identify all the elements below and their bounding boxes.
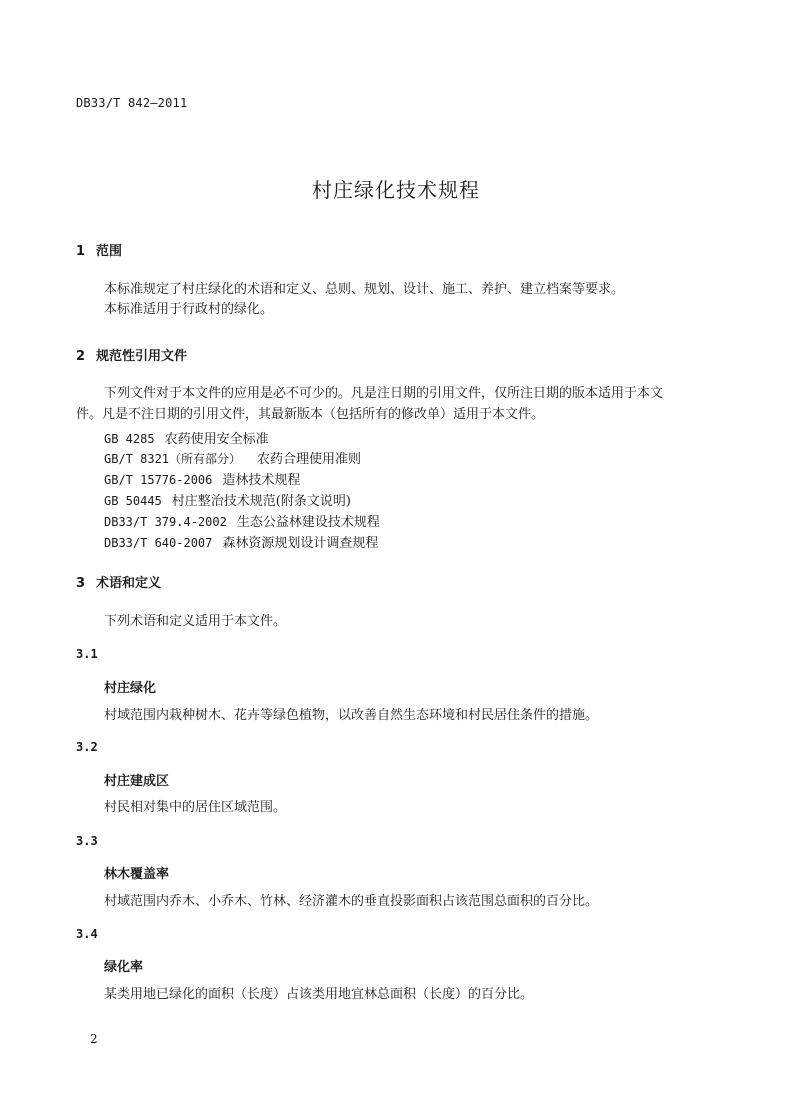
reference-item [104,490,351,509]
subclause-number: 3.1 [76,647,98,661]
reference-code: GB 50445 [104,494,162,508]
reference-title: 造林技术规程 [222,473,301,488]
term-heading: 村庄绿化 [104,681,157,696]
section-3-heading [76,572,161,591]
reference-title: 农药合理使用准则 [257,452,362,467]
term-definition: 某类用地已绿化的面积（长度）占该类用地宜林总面积（长度）的百分比。 [104,987,534,1002]
paragraph: 本标准规定了村庄绿化的术语和定义、总则、规划、设计、施工、养护、建立档案等要求。 [104,282,625,297]
term-heading: 林木覆盖率 [104,867,170,882]
term-heading: 村庄建成区 [104,774,170,789]
reference-item [104,428,269,447]
section-1-heading [76,240,122,259]
paragraph: 件。凡是不注日期的引用文件，其最新版本（包括所有的修改单）适用于本文件。 [76,407,545,422]
reference-item [104,469,300,488]
section-number: 1 [76,244,86,259]
term-definition: 村民相对集中的居住区域范围。 [104,800,287,815]
section-number: 3 [76,576,86,591]
term-definition: 村域范围内乔木、小乔木、竹林、经济灌木的垂直投影面积占该范围总面积的百分比。 [104,894,599,909]
document-title: 村庄绿化技术规程 [312,178,480,202]
reference-item [104,532,378,551]
reference-title: 村庄整治技术规范(附条文说明) [171,494,351,509]
reference-code: GB/T 8321（所有部分） [104,452,242,466]
reference-item [104,511,380,530]
section-title: 术语和定义 [96,576,162,591]
subclause-number: 3.4 [76,927,98,941]
reference-code: DB33/T 379.4-2002 [104,515,227,529]
section-title: 规范性引用文件 [96,349,188,364]
paragraph: 下列文件对于本文件的应用是必不可少的。凡是注日期的引用文件，仅所注日期的版本适用于本文 [104,386,664,401]
reference-code: GB 4285 [104,432,155,446]
reference-code: GB/T 15776-2006 [104,473,213,487]
section-title: 范围 [96,244,123,259]
subclause-number: 3.2 [76,740,98,754]
term-definition: 村域范围内栽种树木、花卉等绿色植物，以改善自然生态环境和村民居住条件的措施。 [104,708,599,723]
document-id: DB33/T 842—2011 [76,96,188,110]
reference-code: DB33/T 640-2007 [104,536,213,550]
reference-title: 生态公益林建设技术规程 [236,515,380,530]
reference-title: 农药使用安全标准 [164,432,269,447]
reference-title: 森林资源规划设计调查规程 [222,536,379,551]
paragraph: 下列术语和定义适用于本文件。 [104,614,287,629]
subclause-number: 3.3 [76,834,98,848]
section-number: 2 [76,349,86,364]
page-number: 2 [90,1032,98,1046]
section-2-heading [76,345,187,364]
term-heading: 绿化率 [104,960,144,975]
paragraph: 本标准适用于行政村的绿化。 [104,302,274,317]
reference-item [104,448,361,467]
